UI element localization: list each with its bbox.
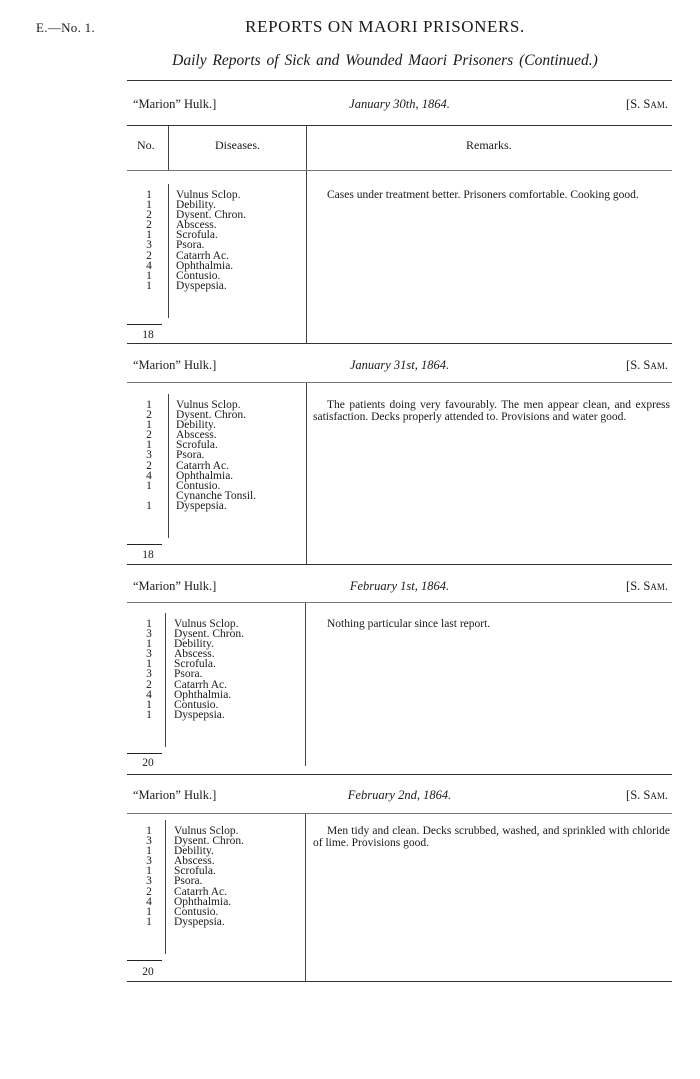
header-rule (127, 813, 672, 814)
column-divider (306, 383, 307, 564)
disease-cell: Ophthalmia. (174, 688, 232, 701)
column-header-rule (127, 170, 672, 171)
total-rule (127, 324, 162, 325)
column-divider (168, 126, 169, 170)
disease-cell: Vulnus Sclop. (174, 618, 239, 630)
report-total: 20 (142, 966, 154, 978)
ship-name: “Marion” Hulk.] (133, 97, 217, 111)
count-cell: 3 (146, 668, 152, 681)
disease-cell: Catarrh Ac. (174, 678, 228, 691)
column-divider (306, 171, 307, 343)
count-cell: 3 (146, 855, 152, 868)
count-cell: 1 (146, 269, 152, 282)
count-cell: 1 (146, 229, 152, 242)
report-date: February 1st, 1864. (349, 579, 450, 593)
count-cell: 2 (146, 678, 152, 691)
disease-cell: Ophthalmia. (176, 259, 234, 272)
disease-cell: Debility. (174, 638, 214, 651)
count-cell: 2 (146, 249, 152, 262)
disease-cell: Dysent. Chron. (174, 835, 244, 848)
report-remarks: Men tidy and clean. Decks scrubbed, washed, and sprinkled with chloride of lime. Provisions good. (313, 825, 670, 849)
report-date: January 30th, 1864. (349, 97, 450, 111)
disease-cell: Abscess. (174, 648, 215, 661)
column-divider (168, 184, 169, 318)
total-rule (127, 960, 162, 961)
signed-by: [S. Sam. (626, 788, 668, 802)
column-divider (305, 814, 306, 981)
disease-cell: Ophthalmia. (174, 895, 232, 908)
disease-cell: Psora. (174, 668, 203, 681)
ship-name: “Marion” Hulk.] (133, 358, 217, 372)
report-counts (129, 400, 169, 511)
page-title: REPORTS ON MAORI PRISONERS. (245, 17, 525, 36)
count-cell: 4 (146, 688, 152, 701)
count-cell: 1 (146, 419, 152, 432)
report-diseases (174, 826, 244, 927)
disease-cell: Psora. (176, 449, 205, 462)
count-cell: 1 (146, 279, 152, 292)
report-end-rule (127, 774, 672, 775)
report-total: 18 (142, 329, 154, 341)
disease-cell: Dyspepsia. (176, 279, 227, 292)
header-rule (127, 125, 672, 126)
ship-name: “Marion” Hulk.] (133, 579, 217, 593)
count-cell: 3 (146, 628, 152, 641)
disease-cell: Dysent. Chron. (176, 409, 246, 422)
count-cell: 1 (146, 638, 152, 651)
report-header (127, 579, 672, 597)
header-rule (127, 602, 672, 603)
disease-cell: Vulnus Sclop. (176, 399, 241, 411)
count-cell: 2 (146, 429, 152, 442)
report-diseases (174, 619, 244, 720)
report-total: 18 (142, 549, 154, 561)
count-cell: 1 (146, 658, 152, 671)
disease-cell: Catarrh Ac. (174, 885, 228, 898)
report-end-rule (127, 564, 672, 565)
count-cell: 1 (146, 439, 152, 452)
column-divider (306, 126, 307, 170)
count-cell: 1 (146, 189, 152, 201)
header-rule (127, 382, 672, 383)
count-cell: 2 (146, 459, 152, 472)
disease-cell: Cynanche Tonsil. (176, 489, 257, 502)
disease-cell: Dyspepsia. (174, 915, 225, 928)
page-reference: E.—No. 1. (36, 20, 96, 35)
disease-cell: Catarrh Ac. (176, 459, 230, 472)
disease-cell: Ophthalmia. (176, 469, 234, 482)
count-cell: 1 (146, 915, 152, 928)
disease-cell: Psora. (174, 875, 203, 888)
disease-cell: Scrofula. (176, 439, 218, 452)
count-cell: 1 (146, 845, 152, 858)
disease-cell: Vulnus Sclop. (176, 189, 241, 201)
disease-cell: Contusio. (176, 479, 221, 492)
signed-by: [S. Sam. (626, 579, 668, 593)
count-cell: 2 (146, 209, 152, 222)
report-counts (129, 190, 169, 291)
count-cell: 1 (146, 618, 152, 630)
signed-by: [S. Sam. (626, 358, 668, 372)
report-diseases (176, 400, 256, 511)
disease-cell: Debility. (176, 199, 216, 212)
ship-name: “Marion” Hulk.] (133, 788, 217, 802)
count-cell: 2 (146, 409, 152, 422)
disease-cell: Dyspepsia. (176, 499, 227, 512)
count-cell: 3 (146, 239, 152, 252)
disease-cell: Dysent. Chron. (176, 209, 246, 222)
disease-cell: Vulnus Sclop. (174, 825, 239, 837)
column-divider (165, 613, 166, 747)
disease-cell: Abscess. (174, 855, 215, 868)
count-cell: 1 (146, 905, 152, 918)
count-cell: 4 (146, 259, 152, 272)
count-cell: 1 (146, 698, 152, 711)
disease-cell: Scrofula. (174, 658, 216, 671)
count-cell: 1 (146, 199, 152, 212)
disease-cell: Contusio. (174, 698, 219, 711)
report-header (127, 788, 672, 806)
count-cell: 3 (146, 875, 152, 888)
report-end-rule (127, 343, 672, 344)
count-cell: 3 (146, 648, 152, 661)
count-cell: 1 (146, 399, 152, 411)
count-cell: 4 (146, 895, 152, 908)
report-date: January 31st, 1864. (349, 358, 450, 372)
count-cell: 3 (146, 835, 152, 848)
column-header-remarks: Remarks. (466, 138, 512, 152)
column-header-diseases: Diseases. (215, 138, 260, 152)
report-diseases (176, 190, 246, 291)
count-cell: 3 (146, 449, 152, 462)
report-end-rule (127, 981, 672, 982)
column-divider (165, 820, 166, 954)
count-cell: 1 (146, 479, 152, 492)
top-rule (127, 80, 672, 81)
count-cell: 4 (146, 469, 152, 482)
report-date: February 2nd, 1864. (347, 788, 452, 802)
signed-by: [S. Sam. (626, 97, 668, 111)
disease-cell: Catarrh Ac. (176, 249, 230, 262)
column-divider (305, 603, 306, 766)
count-cell: 1 (146, 865, 152, 878)
count-cell: 1 (146, 825, 152, 837)
disease-cell: Debility. (176, 419, 216, 432)
disease-cell: Debility. (174, 845, 214, 858)
page-subtitle: Daily Reports of Sick and Wounded Maori Prisoners (Continued.) (172, 52, 598, 69)
count-cell: 1 (146, 499, 152, 512)
report-header (127, 358, 672, 376)
count-cell: 2 (146, 885, 152, 898)
report-total: 20 (142, 757, 154, 769)
column-divider (168, 394, 169, 538)
disease-cell: Dysent. Chron. (174, 628, 244, 641)
disease-cell: Psora. (176, 239, 205, 252)
disease-cell: Scrofula. (174, 865, 216, 878)
disease-cell: Abscess. (176, 219, 217, 232)
count-cell: 1 (146, 708, 152, 721)
report-remarks: The patients doing very favourably. The men appear clean, and express satisfaction. Decks properly attended to. Provisions and water good. (313, 399, 670, 423)
report-counts (129, 619, 169, 720)
disease-cell: Dyspepsia. (174, 708, 225, 721)
report-remarks: Nothing particular since last report. (327, 618, 491, 630)
column-header-no: No. (137, 138, 155, 152)
disease-cell: Contusio. (176, 269, 221, 282)
total-rule (127, 544, 162, 545)
report-header (127, 97, 672, 115)
total-rule (127, 753, 162, 754)
report-remarks: Cases under treatment better. Prisoners comfortable. Cooking good. (327, 189, 639, 201)
disease-cell: Contusio. (174, 905, 219, 918)
disease-cell: Scrofula. (176, 229, 218, 242)
count-cell: 2 (146, 219, 152, 232)
report-counts (129, 826, 169, 927)
disease-cell: Abscess. (176, 429, 217, 442)
